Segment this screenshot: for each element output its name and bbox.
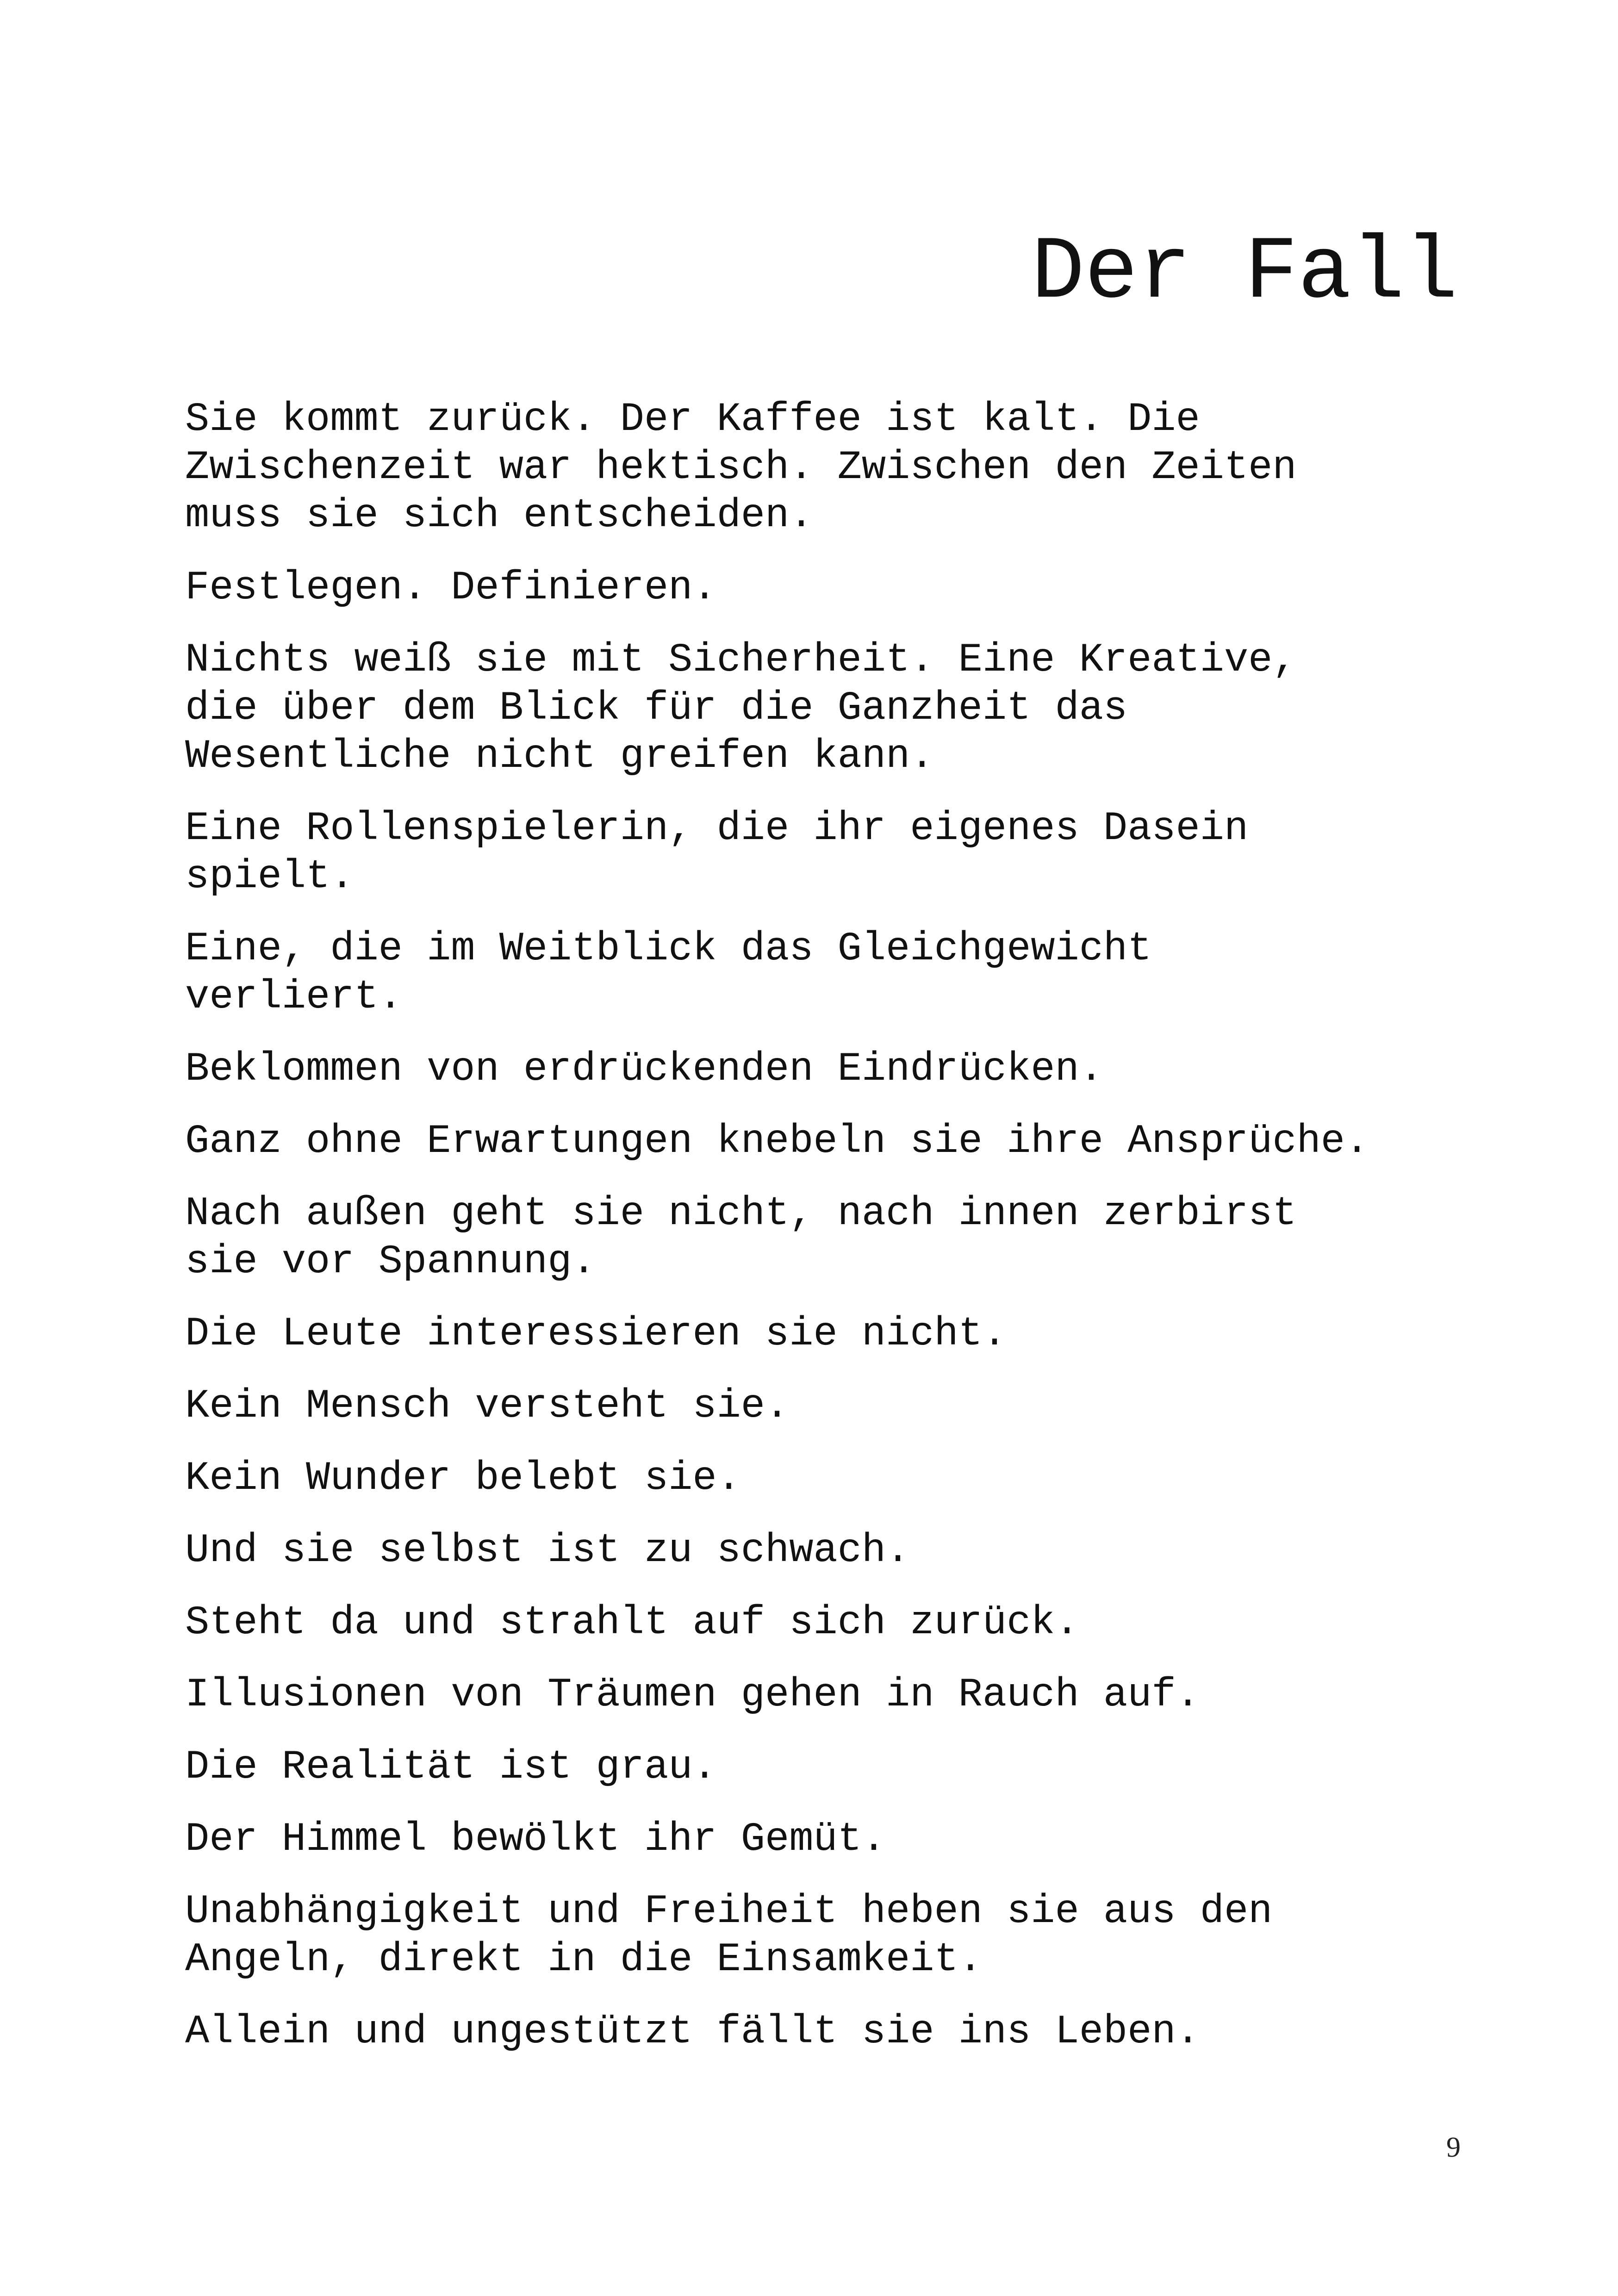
paragraph: Kein Mensch versteht sie. — [185, 1384, 790, 1429]
paragraph: Steht da und strahlt auf sich zurück. — [185, 1600, 1079, 1646]
paragraph: Die Leute interessieren sie nicht. — [185, 1312, 1007, 1357]
paragraph: Die Realität ist grau. — [185, 1745, 717, 1790]
paragraph: Unabhängigkeit und Freiheit heben sie aus den Angeln, direkt in die Einsamkeit. — [185, 1889, 1273, 1983]
paragraph: Der Himmel bewölkt ihr Gemüt. — [185, 1817, 886, 1862]
page-title: Der Fall — [1031, 223, 1458, 324]
paragraph: Illusionen von Träumen gehen in Rauch auf. — [185, 1673, 1200, 1718]
paragraph: Nichts weiß sie mit Sicherheit. Eine Kreative, die über dem Blick für die Ganzheit das Wesentliche nicht greifen kann. — [185, 638, 1297, 779]
paragraph: Ganz ohne Erwartungen knebeln sie ihre Ansprüche. — [185, 1119, 1369, 1164]
paragraph: Beklommen von erdrückenden Eindrücken. — [185, 1047, 1103, 1092]
paragraph: Sie kommt zurück. Der Kaffee ist kalt. Die Zwischenzeit war hektisch. Zwischen den Zeiten muss sie sich entscheiden. — [185, 397, 1297, 539]
paragraph: Eine, die im Weitblick das Gleichgewicht verliert. — [185, 927, 1152, 1020]
paragraph: Allein und ungestützt fällt sie ins Leben. — [185, 2010, 1200, 2055]
page-number: 9 — [1446, 2132, 1461, 2163]
paragraph: Festlegen. Definieren. — [185, 566, 717, 611]
paragraph: Eine Rollenspielerin, die ihr eigenes Dasein spielt. — [185, 806, 1249, 900]
paragraph: Nach außen geht sie nicht, nach innen zerbirst sie vor Spannung. — [185, 1191, 1297, 1285]
paragraph: Und sie selbst ist zu schwach. — [185, 1528, 910, 1574]
body-text — [185, 396, 1462, 2080]
paragraph: Kein Wunder belebt sie. — [185, 1456, 741, 1501]
